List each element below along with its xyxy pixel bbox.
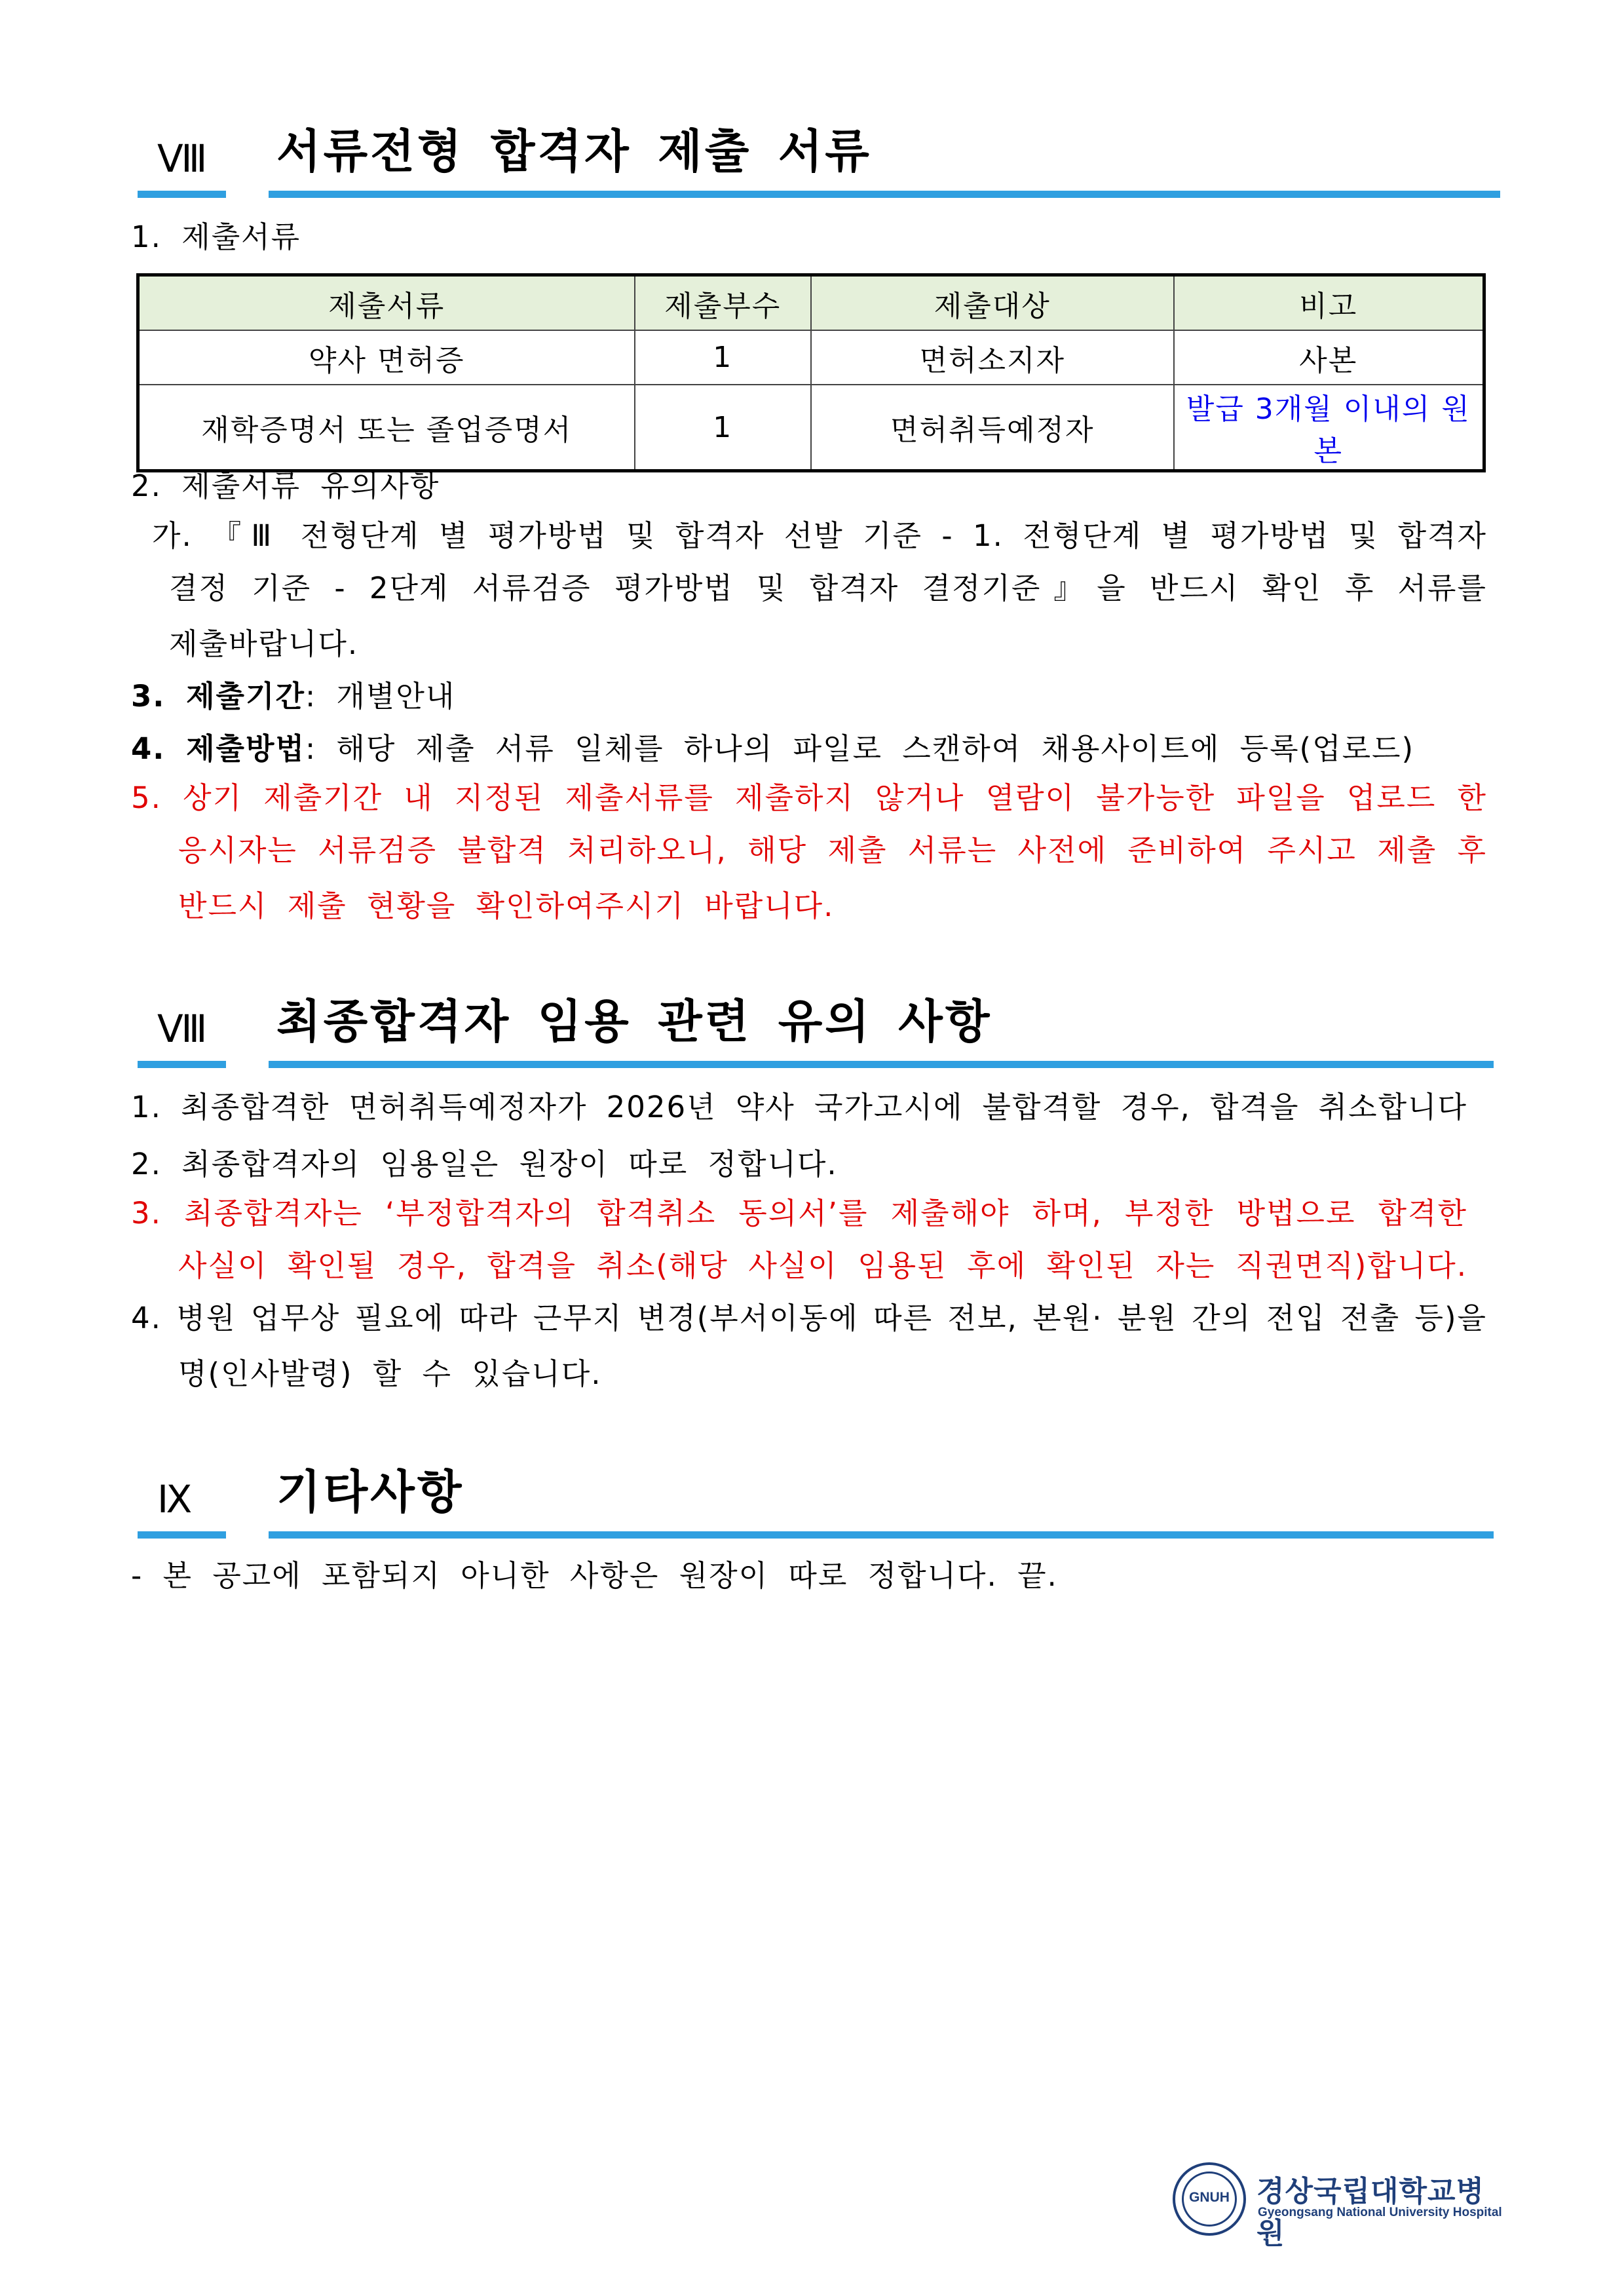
section-number: Ⅷ (157, 1006, 209, 1051)
warning-line: 3. 최종합격자는 ‘부정합격자의 합격취소 동의서’를 제출해야 하며, 부정한 방법으로 합격한 (131, 1196, 1467, 1231)
section-number: Ⅸ (157, 1477, 194, 1521)
item-label: 4. 제출방법 (131, 731, 305, 766)
section-number-underline (138, 191, 226, 198)
section-heading-appointment (131, 996, 1494, 1068)
table-cell: 면허소지자 (811, 330, 1174, 385)
list-item: 2. 최종합격자의 임용일은 원장이 따로 정합니다. (131, 1147, 838, 1181)
list-item (131, 672, 455, 715)
list-item: 2. 제출서류 유의사항 (131, 469, 440, 503)
section-number: Ⅷ (157, 136, 209, 181)
section-heading-misc (131, 1466, 1494, 1539)
section-title: 최종합격자 임용 관련 유의 사항 (276, 995, 992, 1048)
item-label: 3. 제출기간 (131, 679, 305, 714)
table-row (138, 385, 1484, 471)
table-cell: 재학증명서 또는 졸업증명서 (138, 385, 635, 471)
section-title: 기타사항 (276, 1465, 464, 1519)
section-title-underline (269, 1061, 1494, 1068)
paragraph-line: 결정 기준 - 2단계 서류검증 평가방법 및 합격자 결정기준』을 반드시 확인 후 서류를 (169, 571, 1487, 605)
hospital-name-en: Gyeongsang National University Hospital (1258, 2206, 1502, 2219)
section-title-underline (269, 191, 1500, 198)
table-cell: 1 (635, 385, 811, 471)
section-heading-documents (131, 126, 1500, 198)
list-item (131, 725, 1414, 767)
hospital-logo (1173, 2162, 1502, 2250)
list-item: 1. 최종합격한 면허취득예정자가 2026년 약사 국가고시에 불합격할 경우, 합격을 취소합니다 (131, 1090, 1467, 1124)
warning-line: 응시자는 서류검증 불합격 처리하오니, 해당 제출 서류는 사전에 준비하여 주시고 제출 후 (178, 833, 1487, 868)
section-title: 서류전형 합격자 제출 서류 (276, 124, 872, 178)
table-cell: 면허취득예정자 (811, 385, 1174, 471)
table-header: 제출서류 (138, 275, 635, 331)
list-item: 명(인사발령) 할 수 있습니다. (178, 1356, 602, 1391)
closing-line: - 본 공고에 포함되지 아니한 사항은 원장이 따로 정합니다. 끝. (131, 1558, 1058, 1593)
table-header: 제출대상 (811, 275, 1174, 331)
section-number-underline (138, 1531, 226, 1539)
section-title-underline (269, 1531, 1494, 1539)
warning-line: 5. 상기 제출기간 내 지정된 제출서류를 제출하지 않거나 열람이 불가능한 파일을 업로드 한 (131, 780, 1487, 815)
section-number-underline (138, 1061, 226, 1068)
hospital-name-ko: 경상국립대학교병원 (1256, 2175, 1485, 2250)
list-item: 1. 제출서류 (131, 220, 301, 254)
warning-line: 사실이 확인될 경우, 합격을 취소(해당 사실이 임용된 후에 확인된 자는 직권면직)합니다. (178, 1248, 1467, 1283)
table-cell: 약사 면허증 (138, 330, 635, 385)
paragraph-line: 가. 『Ⅲ 전형단계 별 평가방법 및 합격자 선발 기준 - 1. 전형단계 별 평가방법 및 합격자 (152, 518, 1487, 553)
table-header: 비고 (1174, 275, 1484, 331)
table-cell: 사본 (1174, 330, 1484, 385)
table-header-row (138, 275, 1484, 331)
emblem-abbr: GNUH (1189, 2190, 1230, 2205)
list-item: 4. 병원 업무상 필요에 따라 근무지 변경(부서이동에 따른 전보, 본원· 분원 간의 전입 전출 등)을 (131, 1301, 1487, 1335)
table-row (138, 330, 1484, 385)
paragraph-line: 제출바랍니다. (169, 626, 359, 661)
emblem-icon (1173, 2162, 1246, 2236)
table-cell: 1 (635, 330, 811, 385)
table-header: 제출부수 (635, 275, 811, 331)
item-value: : 해당 제출 서류 일체를 하나의 파일로 스캔하여 채용사이트에 등록(업로드) (305, 731, 1415, 766)
warning-line: 반드시 제출 현황을 확인하여주시기 바랍니다. (178, 889, 835, 923)
documents-table (136, 273, 1486, 472)
item-value: : 개별안내 (305, 679, 456, 714)
table-cell-note: 발급 3개월 이내의 원본 (1174, 385, 1484, 471)
